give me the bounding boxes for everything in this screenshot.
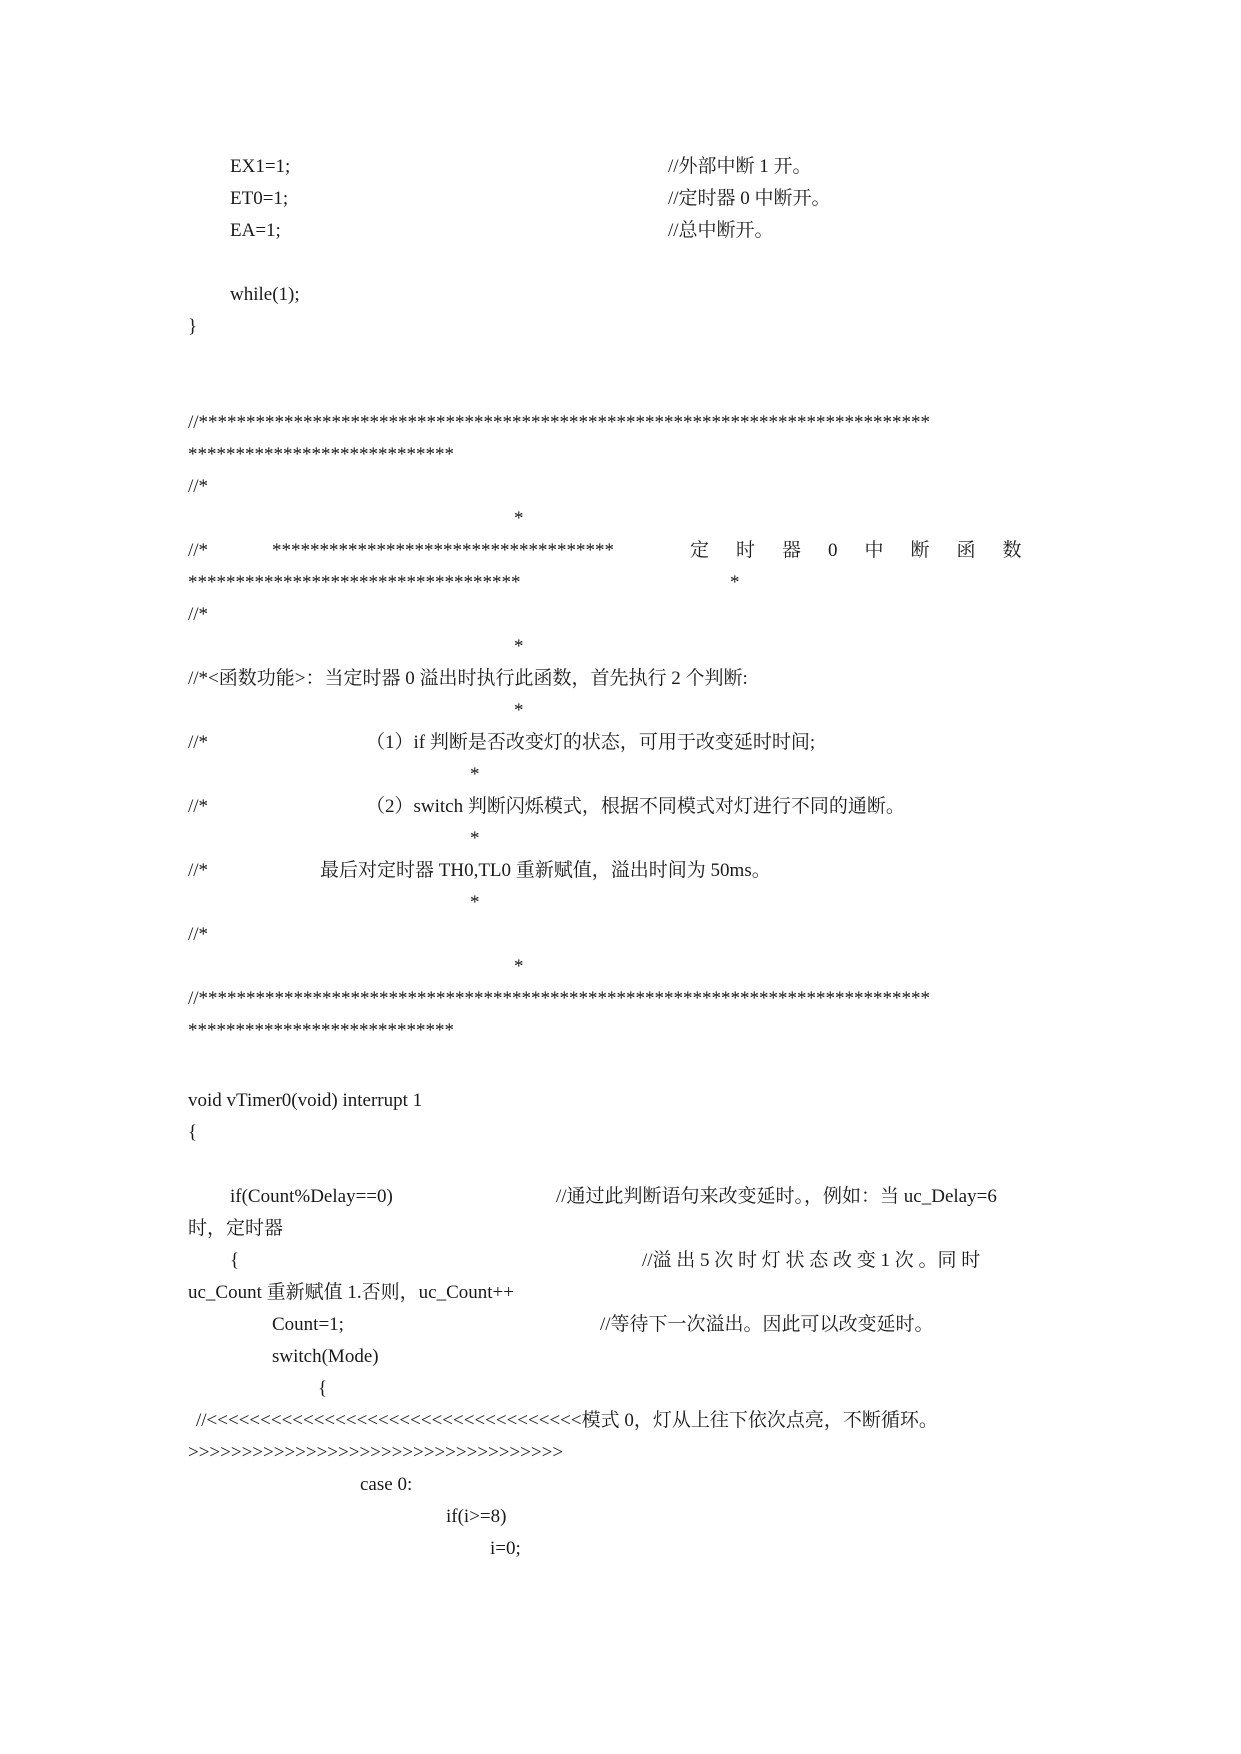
code-line: case 0: [360, 1474, 413, 1495]
mode-comment: >>>>>>>>>>>>>>>>>>>>>>>>>>>>>>>>>>> [188, 1442, 564, 1463]
function-title: 定 时 器 0 中 断 函 数 [690, 540, 1026, 561]
code-line: EA=1; [230, 220, 281, 241]
code-comment: //等待下一次溢出。因此可以改变延时。 [600, 1314, 934, 1335]
code-line: switch(Mode) [272, 1346, 379, 1367]
comment-border: **************************** [188, 1020, 454, 1041]
code-line: EX1=1; [230, 156, 291, 177]
comment-line: （1）if 判断是否改变灯的状态，可用于改变延时时间; [366, 732, 816, 753]
code-comment: //定时器 0 中断开。 [668, 188, 831, 209]
code-line: if(Count%Delay==0) [230, 1186, 393, 1207]
comment-line: //* [188, 476, 209, 497]
code-comment: uc_Count 重新赋值 1.否则，uc_Count++ [188, 1282, 514, 1303]
code-comment: 时，定时器 [188, 1218, 284, 1239]
code-line: ET0=1; [230, 188, 289, 209]
function-signature: void vTimer0(void) interrupt 1 [188, 1090, 423, 1111]
comment-line: //*<函数功能>：当定时器 0 溢出时执行此函数，首先执行 2 个判断: [188, 668, 748, 689]
comment-line: * [514, 956, 524, 977]
comment-line: //* [188, 924, 209, 945]
comment-line: * [470, 892, 480, 913]
code-line: if(i>=8) [446, 1506, 507, 1527]
comment-line: //* [188, 796, 209, 817]
code-line: { [188, 1122, 198, 1143]
code-comment: //通过此判断语句来改变延时。，例如：当 uc_Delay=6 [556, 1186, 997, 1207]
comment-line: * [470, 764, 480, 785]
code-line: Count=1; [272, 1314, 344, 1335]
comment-border: //***************************************************************************** [188, 412, 931, 433]
code-line: while(1); [230, 284, 300, 305]
comment-line: * [514, 700, 524, 721]
code-line: i=0; [490, 1538, 521, 1559]
comment-line: * [514, 636, 524, 657]
comment-line: * [730, 572, 740, 593]
mode-comment: //<<<<<<<<<<<<<<<<<<<<<<<<<<<<<<<<<<<模式 0，灯从上往下依次点亮，不断循环。 [196, 1410, 938, 1431]
comment-line: （2）switch 判断闪烁模式，根据不同模式对灯进行不同的通断。 [366, 796, 905, 817]
comment-line: //* [188, 604, 209, 625]
comment-border: *********************************** [188, 572, 521, 593]
comment-border: **************************** [188, 444, 454, 465]
comment-line: //* [188, 732, 209, 753]
code-line: { [318, 1378, 328, 1399]
comment-border: ************************************ [272, 540, 614, 561]
comment-line: 最后对定时器 TH0,TL0 重新赋值，溢出时间为 50ms。 [320, 860, 771, 881]
comment-border: //***************************************************************************** [188, 988, 931, 1009]
code-line: } [188, 316, 198, 337]
comment-line: //* [188, 540, 209, 561]
comment-line: * [514, 508, 524, 529]
code-comment: //溢 出 5 次 时 灯 状 态 改 变 1 次 。同 时 [642, 1250, 981, 1271]
code-comment: //总中断开。 [668, 220, 774, 241]
code-comment: //外部中断 1 开。 [668, 156, 812, 177]
comment-line: //* [188, 860, 209, 881]
comment-line: * [470, 828, 480, 849]
code-line: { [230, 1250, 240, 1271]
